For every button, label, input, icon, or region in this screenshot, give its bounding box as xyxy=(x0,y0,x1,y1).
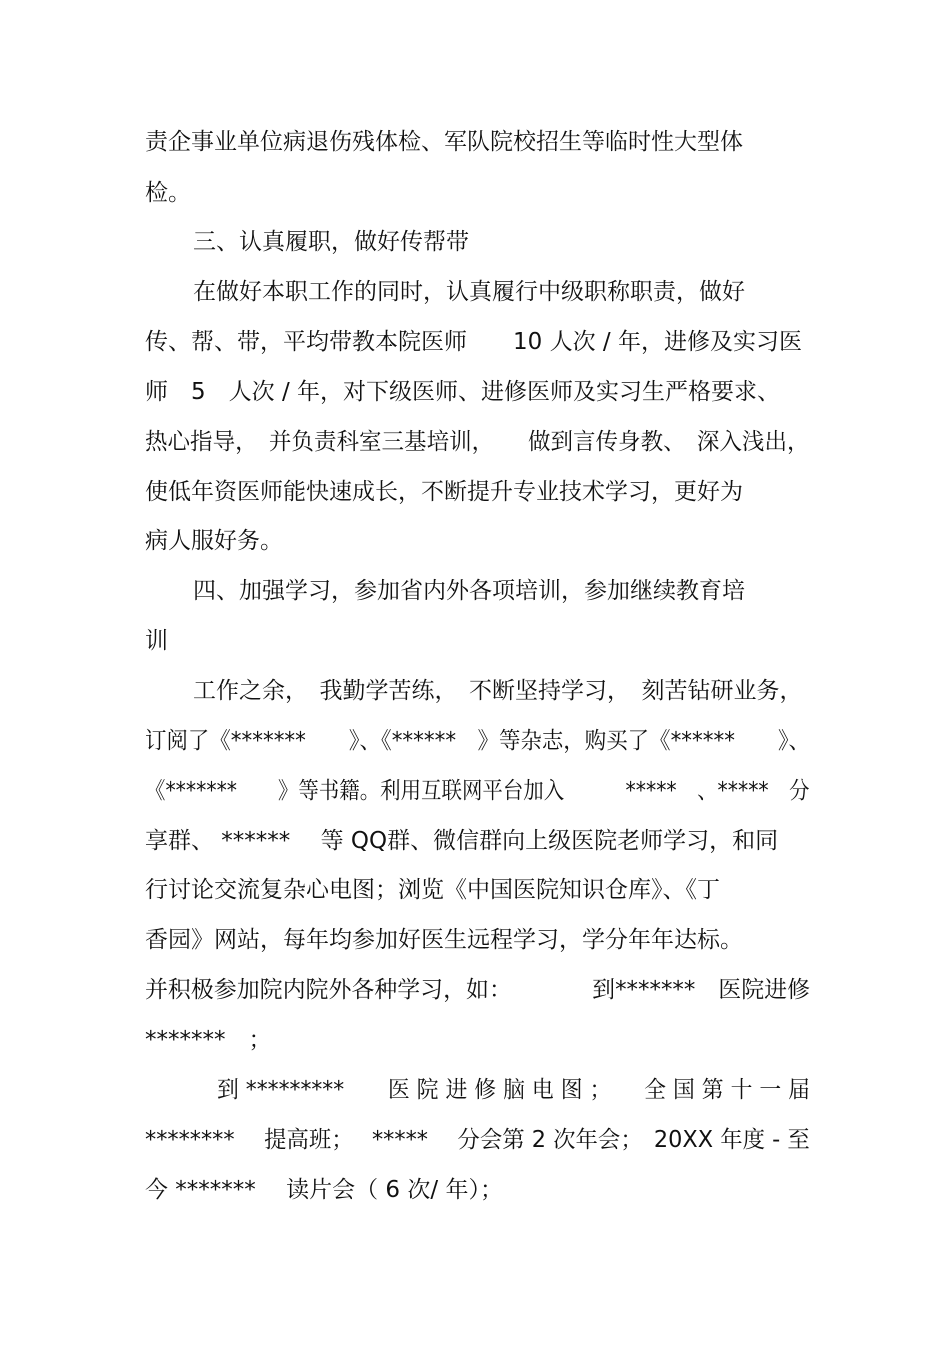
body-line: 订阅了《******* 》、《****** 》等杂志，购买了《****** 》、 xyxy=(145,728,810,754)
section-heading-4-cont: 训 xyxy=(145,628,168,654)
body-line: 享群、 ****** 等 QQ群、微信群向上级医院老师学习，和同 xyxy=(145,828,779,854)
body-line: 今 ******* 读片会（ 6 次/ 年）； xyxy=(145,1177,503,1203)
body-line: 病人服好务。 xyxy=(145,528,283,554)
body-line: 并积极参加院内院外各种学习，如： 到******* 医院进修 xyxy=(145,977,810,1003)
section-heading-4: 四、加强学习，参加省内外各项培训，参加继续教育培 xyxy=(193,578,745,604)
body-line: 师 5 人次 / 年，对下级医师、进修医师及实习生严格要求、 xyxy=(145,379,781,405)
body-line: 行讨论交流复杂心电图；浏览《中国医院知识仓库》、《丁 xyxy=(145,877,720,903)
section-heading-3: 三、认真履职，做好传帮带 xyxy=(193,229,469,255)
body-line: 工作之余， 我勤学苦练， 不断坚持学习， 刻苦钻研业务， xyxy=(193,678,803,704)
body-line: ******** 提高班； ***** 分会第 2 次年会； 20XX 年度 - 至 xyxy=(145,1127,810,1153)
body-line: 到 ********* 医 院 进 修 脑 电 图 ； 全 国 第 十 一 届 xyxy=(217,1077,811,1103)
body-line: 《******* 》等书籍。利用互联网平台加入 ***** 、***** 分 xyxy=(145,778,810,804)
body-line: 检。 xyxy=(145,180,191,206)
body-line: 使低年资医师能快速成长，不断提升专业技术学习，更好为 xyxy=(145,479,743,505)
body-line: 传、帮、带，平均带教本院医师 10 人次 / 年，进修及实习医 xyxy=(145,329,802,355)
body-line: 热心指导， 并负责科室三基培训， 做到言传身教、 深入浅出， xyxy=(145,429,810,455)
body-line: 在做好本职工作的同时，认真履行中级职称职责，做好 xyxy=(193,279,745,305)
body-line: ******* ； xyxy=(145,1027,272,1053)
body-line: 责企事业单位病退伤残体检、军队院校招生等临时性大型体 xyxy=(145,129,743,155)
body-line: 香园》网站，每年均参加好医生远程学习，学分年年达标。 xyxy=(145,927,743,953)
